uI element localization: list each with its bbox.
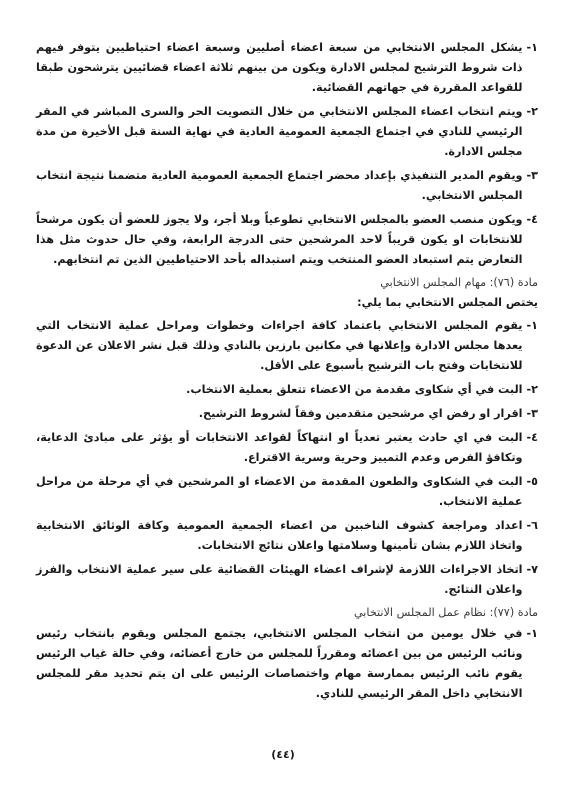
item-text: البت في أي شكاوى مقدمة من الاعضاء تتعلق بعملية الانتخاب. [186, 383, 523, 396]
section1-list [36, 38, 538, 270]
item-text: اتخاذ الاجراءات اللازمة لإشراف اعضاء الهيئات القضائية على سير عملية الانتخاب والفرز واعلان النتائج. [36, 563, 523, 596]
item-number: ٢- [526, 105, 538, 118]
item-text: يقوم المجلس الانتخابي باعتماد كافة اجراءات وخطوات ومراحل عملية الانتخاب التي يعدها مجلس الادارة وإعلانها في مكانين بارزين بالنادي وذلك قبل نشر الاعلان عن الدعوة للانتخابات وفتح باب الترشيح بأسبوع على الأقل. [36, 319, 523, 372]
item-number: ٤- [526, 431, 538, 444]
list-item [36, 210, 538, 270]
list-item [36, 102, 538, 162]
item-text: اقرار او رفض اي مرشحين متقدمين وفقاً لشروط الترشيح. [198, 407, 523, 420]
item-text: ويكون منصب العضو بالمجلس الانتخابي تطوعياً وبلا أجر، ولا يجوز للعضو أن يكون مرشحاً للانتخابات او يكون قريباً لاحد المرشحين حتى الدرجة الرابعة، وفي حال حدوث مثل هذا التعارض يتم استبعاد العضو المنتخب ويتم استبداله بأحد الاحتياطيين الذين تم انتخابهم. [36, 213, 523, 266]
item-text: البت في اي حادث يعتبر تعدياً او انتهاكاً لقواعد الانتخابات أو يؤثر على مبادئ الدعاية، وتكافؤ الفرص وعدم التمييز وحرية وسرية الاقتراع. [36, 431, 523, 464]
item-text: البت في الشكاوى والطعون المقدمة من الاعضاء او المرشحين في أي مرحلة من مراحل عملية الانتخاب. [36, 475, 523, 508]
item-text: ويقوم المدير التنفيذي بإعداد محضر اجتماع الجمعية العمومية العادية متضمنا نتيجة انتخاب المجلس الانتخابي. [36, 169, 523, 202]
item-number: ٧- [526, 563, 538, 576]
list-item [36, 404, 538, 424]
list-item [36, 428, 538, 468]
article-76-list [36, 316, 538, 600]
article-76-heading: مادة (٧٦): مهام المجلس الانتخابي [380, 276, 538, 289]
list-item [36, 316, 538, 376]
item-number: ٣- [526, 169, 538, 182]
article-77-list [36, 624, 538, 704]
item-number: ٤- [526, 213, 538, 226]
list-item [36, 166, 538, 206]
item-number: ١- [526, 319, 538, 332]
item-text: يشكل المجلس الانتخابي من سبعة اعضاء أصليين وسبعة اعضاء احتياطيين يتوفر فيهم ذات شروط الترشيح لمجلس الادارة ويكون من بينهم ثلاثة اعضاء قضائيين يترشحون طبقا للقواعد المقررة في جهاتهم القضائية. [36, 41, 523, 94]
list-item [36, 560, 538, 600]
list-item [36, 624, 538, 704]
item-number: ٢- [526, 383, 538, 396]
item-number: ٦- [526, 519, 538, 532]
list-item [36, 472, 538, 512]
list-item [36, 516, 538, 556]
article-76-intro: يختص المجلس الانتخابي بما يلي: [357, 296, 538, 309]
item-number: ١- [526, 41, 538, 54]
item-number: ٥- [526, 475, 538, 488]
item-text: ويتم انتخاب اعضاء المجلس الانتخابي من خلال التصويت الحر والسرى المباشر في المقر الرئيسي للنادي في اجتماع الجمعية العمومية العادية في نهاية السنة قبل الأخيرة من مدة مجلس الادارة. [36, 105, 523, 158]
item-text: في خلال يومين من انتخاب المجلس الانتخابي، يجتمع المجلس ويقوم بانتخاب رئيس ونائب الرئيس من بين اعضائه ومقرراً للمجلس من خارج أعضائه، وفي حالة غياب الرئيس يقوم نائب الرئيس بممارسة مهام واختصاصات الرئيس على ان يتم تحديد مقر للمجلس الانتخابي داخل المقر الرئيسي للنادي. [36, 627, 523, 700]
item-text: اعداد ومراجعة كشوف الناخبين من اعضاء الجمعية العمومية وكافة الوثائق الانتخابية واتخاذ اللازم بشان تأمينها وسلامتها واعلان نتائج الانتخابات. [36, 519, 523, 552]
item-number: ٣- [526, 407, 538, 420]
list-item [36, 38, 538, 98]
article-77-heading: مادة (٧٧): نظام عمل المجلس الانتخابي [353, 606, 538, 619]
item-number: ١- [526, 627, 538, 640]
page-number: (٤٤) [271, 748, 295, 761]
list-item [36, 380, 538, 400]
